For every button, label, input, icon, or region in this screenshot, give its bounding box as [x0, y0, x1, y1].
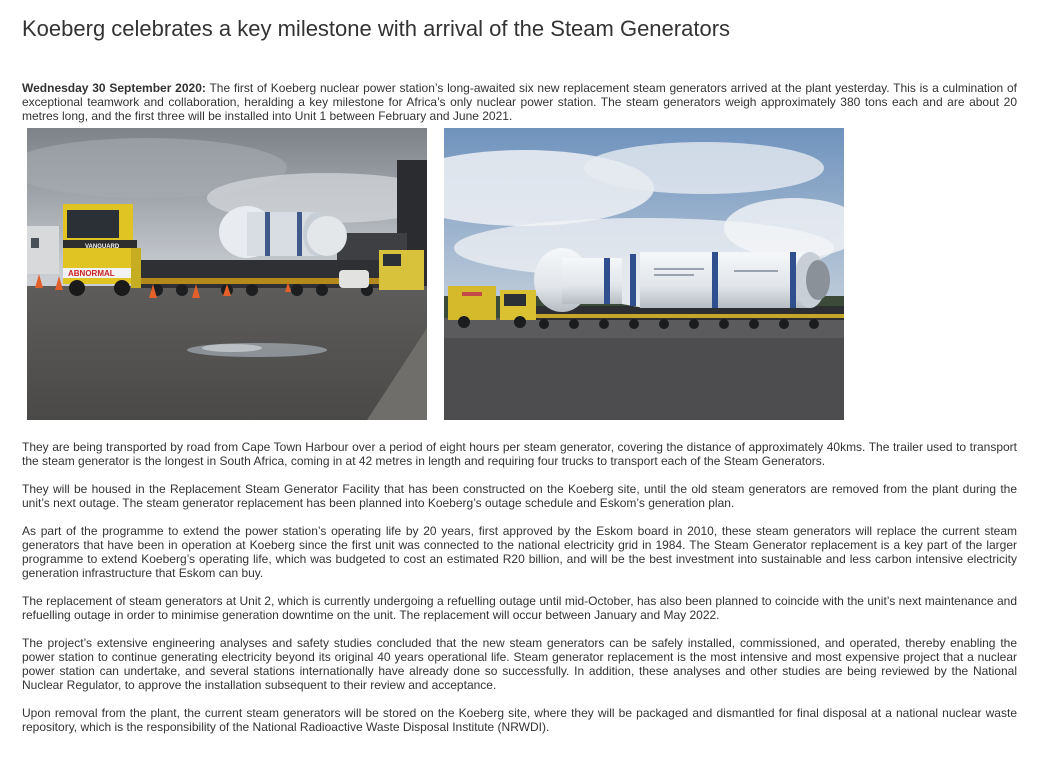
photo-convoy-harbour-image: [27, 128, 427, 420]
paragraph-unit2: The replacement of steam generators at Unit 2, which is currently undergoing a refuelling outage until mid-October, has also been planned to coincide with the unit’s next maintenance and refuelling outage in order to minimise generation downtime on the unit. The replacement will occur between January and May 2022.: [22, 594, 1017, 622]
paragraph-programme: As part of the programme to extend the power station’s operating life by 20 years, first approved by the Eskom board in 2010, these steam generators will replace the current steam generators that have been in operation at Koeberg since the first unit was connected to the national electricity grid in 1984. The Steam Generator replacement is a key part of the larger programme to extend Koeberg’s operating life, which was budgeted to cost an estimated R20 billion, and will be the best investment into sustainable and less carbon intensive electricity generation infrastructure that Eskom can buy.: [22, 524, 1017, 580]
paragraph-disposal: Upon removal from the plant, the current steam generators will be stored on the Koeberg site, where they will be packaged and dismantled for final disposal at a national nuclear waste repository, which is the responsibility of the National Radioactive Waste Disposal Institute (NRWDI).: [22, 706, 1017, 734]
photo-convoy-harbour: [27, 128, 427, 420]
truck-vanguard-text: VANGUARD: [85, 244, 120, 250]
lead-text: The first of Koeberg nuclear power station’s long-awaited six new replacement steam generators arrived at the plant yesterday. This is a culmination of exceptional teamwork and collaboration, heralding a key milestone for Africa’s only nuclear power station. The steam generators weigh approximately 380 tons each and are about 20 metres long, and the first three will be installed into Unit 1 between February and June 2021.: [22, 81, 1018, 123]
photo-steam-generator-trailer: [444, 128, 844, 420]
lead-paragraph: [22, 81, 1017, 123]
paragraph-transport: They are being transported by road from Cape Town Harbour over a period of eight hours per steam generator, covering the distance of approximately 40kms. The trailer used to transport the steam generator is the longest in South Africa, coming in at 42 metres in length and requiring four trucks to transport each of the Steam Generators.: [22, 440, 1017, 468]
abnormal-load-sign: ABNORMAL: [68, 269, 115, 278]
photo-steam-generator-trailer-image: [444, 128, 844, 420]
dateline: Wednesday 30 September 2020:: [22, 81, 206, 95]
paragraph-safety: The project’s extensive engineering analyses and safety studies concluded that the new steam generators can be safely installed, commissioned, and operated, thereby enabling the power station to continue generating electricity beyond its original 40 years operational life. Steam generator replacement is the most intensive and most expensive project that a nuclear power station can undertake, and several stations internationally have already done so successfully. In addition, these analyses and other studies are being reviewed by the National Nuclear Regulator, to approve the installation subsequent to their review and acceptance.: [22, 636, 1017, 692]
article-title: Koeberg celebrates a key milestone with arrival of the Steam Generators: [22, 16, 731, 41]
paragraph-housing: They will be housed in the Replacement Steam Generator Facility that has been constructed on the Koeberg site, until the old steam generators are removed from the plant during the unit’s next outage. The steam generator replacement has been planned into Koeberg’s outage schedule and Eskom’s generation plan.: [22, 482, 1017, 510]
